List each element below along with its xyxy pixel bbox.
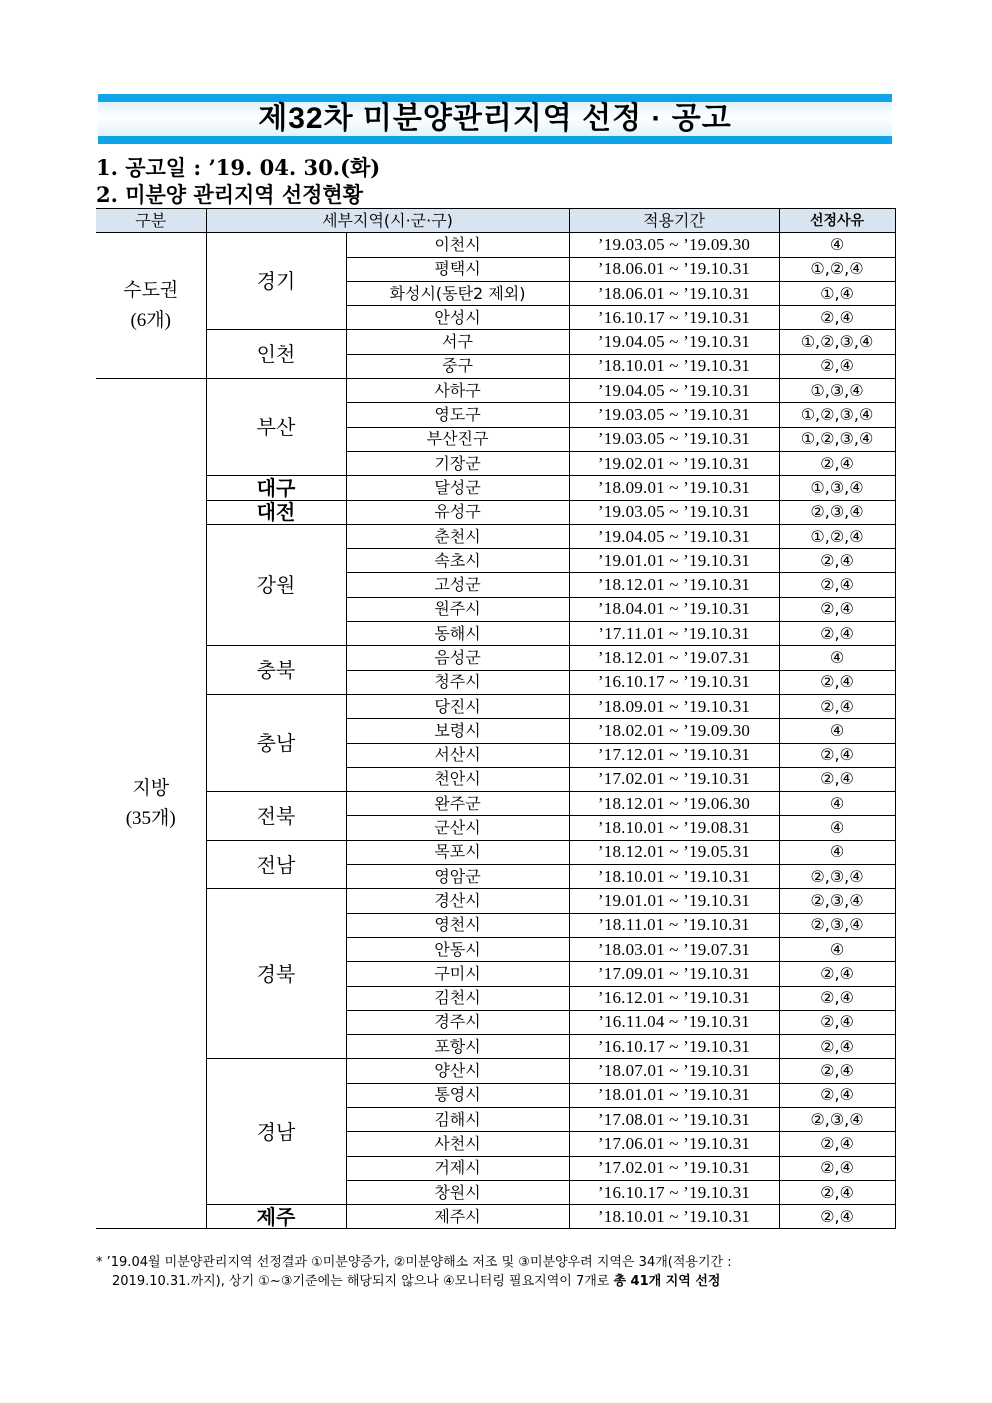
period-cell: ’19.01.01 ~ ’19.10.31 xyxy=(569,889,779,913)
header-reason: 선정사유 xyxy=(779,209,895,233)
region-cell: 사하구 xyxy=(346,379,569,403)
reason-cell: ②,④ xyxy=(779,354,895,378)
period-cell: ’18.10.01 ~ ’19.08.31 xyxy=(569,816,779,840)
period-cell: ’19.03.05 ~ ’19.09.30 xyxy=(569,233,779,257)
reason-cell: ②,④ xyxy=(779,743,895,767)
region-cell: 완주군 xyxy=(346,792,569,816)
region-cell: 안동시 xyxy=(346,937,569,961)
region-cell: 안성시 xyxy=(346,306,569,330)
reason-cell: ②,④ xyxy=(779,1010,895,1034)
status-heading: 2. 미분양 관리지역 선정현황 xyxy=(96,182,364,207)
footnote-line-2-text: 2019.10.31.까지), 상기 ①~③기준에는 해당되지 않으나 ④모니터링 필요지역이 7개로 xyxy=(112,1274,614,1289)
reason-cell: ①,②,③,④ xyxy=(779,403,895,427)
reason-cell: ②,④ xyxy=(779,1132,895,1156)
region-cell: 천안시 xyxy=(346,767,569,791)
period-cell: ’18.04.01 ~ ’19.10.31 xyxy=(569,597,779,621)
period-cell: ’18.06.01 ~ ’19.10.31 xyxy=(569,257,779,281)
period-cell: ’18.12.01 ~ ’19.06.30 xyxy=(569,792,779,816)
reason-cell: ④ xyxy=(779,233,895,257)
category-name: 수도권 xyxy=(123,279,179,301)
table-row xyxy=(96,1059,895,1083)
period-cell: ’17.02.01 ~ ’19.10.31 xyxy=(569,767,779,791)
reason-cell: ②,④ xyxy=(779,1035,895,1059)
table-row xyxy=(96,792,895,816)
region-cell: 유성구 xyxy=(346,500,569,524)
province-cell: 대구 xyxy=(206,476,346,500)
province-cell: 경북 xyxy=(206,889,346,1059)
period-cell: ’19.02.01 ~ ’19.10.31 xyxy=(569,451,779,475)
province-cell: 충남 xyxy=(206,694,346,791)
period-cell: ’18.10.01 ~ ’19.10.31 xyxy=(569,354,779,378)
reason-cell: ②,④ xyxy=(779,1083,895,1107)
table-row xyxy=(96,500,895,524)
region-cell: 달성군 xyxy=(346,476,569,500)
reason-cell: ②,④ xyxy=(779,451,895,475)
region-cell: 영도구 xyxy=(346,403,569,427)
province-cell: 경남 xyxy=(206,1059,346,1205)
reason-cell: ②,④ xyxy=(779,1180,895,1204)
reason-cell: ②,③,④ xyxy=(779,913,895,937)
region-cell: 보령시 xyxy=(346,719,569,743)
page-title: 제32차 미분양관리지역 선정 · 공고 xyxy=(258,102,732,135)
region-cell: 사천시 xyxy=(346,1132,569,1156)
period-cell: ’18.12.01 ~ ’19.05.31 xyxy=(569,840,779,864)
region-cell: 양산시 xyxy=(346,1059,569,1083)
province-cell: 강원 xyxy=(206,524,346,645)
table-row xyxy=(96,1205,895,1229)
region-cell: 통영시 xyxy=(346,1083,569,1107)
period-cell: ’19.04.05 ~ ’19.10.31 xyxy=(569,379,779,403)
province-cell: 인천 xyxy=(206,330,346,379)
category-cell xyxy=(96,379,206,1229)
period-cell: ’19.04.05 ~ ’19.10.31 xyxy=(569,524,779,548)
period-cell: ’16.10.17 ~ ’19.10.31 xyxy=(569,306,779,330)
table-row xyxy=(96,889,895,913)
reason-cell: ④ xyxy=(779,719,895,743)
announcement-date-heading: 1. 공고일 : ’19. 04. 30.(화) xyxy=(96,155,381,180)
region-cell: 동해시 xyxy=(346,622,569,646)
reason-cell: ②,④ xyxy=(779,670,895,694)
reason-cell: ④ xyxy=(779,792,895,816)
period-cell: ’18.06.01 ~ ’19.10.31 xyxy=(569,281,779,305)
province-cell: 부산 xyxy=(206,379,346,476)
title-banner xyxy=(98,94,892,144)
reason-cell: ②,④ xyxy=(779,694,895,718)
period-cell: ’16.10.17 ~ ’19.10.31 xyxy=(569,670,779,694)
category-name: 지방 xyxy=(132,777,170,799)
period-cell: ’18.09.01 ~ ’19.10.31 xyxy=(569,694,779,718)
period-cell: ’19.01.01 ~ ’19.10.31 xyxy=(569,549,779,573)
reason-cell: ②,④ xyxy=(779,1059,895,1083)
period-cell: ’19.03.05 ~ ’19.10.31 xyxy=(569,403,779,427)
reason-cell: ④ xyxy=(779,840,895,864)
reason-cell: ②,④ xyxy=(779,986,895,1010)
region-cell: 김해시 xyxy=(346,1107,569,1131)
footnote-line-2 xyxy=(96,1272,896,1291)
region-cell: 화성시(동탄2 제외) xyxy=(346,281,569,305)
reason-cell: ②,③,④ xyxy=(779,1107,895,1131)
region-cell: 고성군 xyxy=(346,573,569,597)
category-count: (35개) xyxy=(125,807,176,829)
reason-cell: ②,④ xyxy=(779,306,895,330)
province-cell: 전북 xyxy=(206,792,346,841)
period-cell: ’17.08.01 ~ ’19.10.31 xyxy=(569,1107,779,1131)
region-cell: 서산시 xyxy=(346,743,569,767)
category-count: (6개) xyxy=(130,309,171,331)
period-cell: ’16.10.17 ~ ’19.10.31 xyxy=(569,1035,779,1059)
region-cell: 목포시 xyxy=(346,840,569,864)
period-cell: ’18.12.01 ~ ’19.10.31 xyxy=(569,573,779,597)
period-cell: ’16.11.04 ~ ’19.10.31 xyxy=(569,1010,779,1034)
reason-cell: ①,③,④ xyxy=(779,379,895,403)
province-cell: 경기 xyxy=(206,233,346,330)
period-cell: ’19.03.05 ~ ’19.10.31 xyxy=(569,500,779,524)
period-cell: ’17.06.01 ~ ’19.10.31 xyxy=(569,1132,779,1156)
header-category: 구분 xyxy=(96,209,206,233)
region-cell: 부산진구 xyxy=(346,427,569,451)
region-cell: 평택시 xyxy=(346,257,569,281)
table-row xyxy=(96,840,895,864)
reason-cell: ②,④ xyxy=(779,962,895,986)
reason-cell: ②,④ xyxy=(779,622,895,646)
reason-cell: ②,④ xyxy=(779,597,895,621)
reason-cell: ②,④ xyxy=(779,549,895,573)
table-row xyxy=(96,476,895,500)
period-cell: ’18.03.01 ~ ’19.07.31 xyxy=(569,937,779,961)
header-detail-region: 세부지역(시·군·구) xyxy=(206,209,569,233)
reason-cell: ②,③,④ xyxy=(779,889,895,913)
region-cell: 속초시 xyxy=(346,549,569,573)
region-cell: 청주시 xyxy=(346,670,569,694)
region-cell: 영천시 xyxy=(346,913,569,937)
table-row xyxy=(96,524,895,548)
region-cell: 중구 xyxy=(346,354,569,378)
reason-cell: ②,③,④ xyxy=(779,865,895,889)
period-cell: ’18.09.01 ~ ’19.10.31 xyxy=(569,476,779,500)
province-cell: 전남 xyxy=(206,840,346,889)
period-cell: ’18.10.01 ~ ’19.10.31 xyxy=(569,865,779,889)
period-cell: ’17.11.01 ~ ’19.10.31 xyxy=(569,622,779,646)
reason-cell: ①,④ xyxy=(779,281,895,305)
table-body xyxy=(96,233,895,1229)
period-cell: ’17.02.01 ~ ’19.10.31 xyxy=(569,1156,779,1180)
reason-cell: ④ xyxy=(779,937,895,961)
table-row xyxy=(96,379,895,403)
period-cell: ’18.01.01 ~ ’19.10.31 xyxy=(569,1083,779,1107)
reason-cell: ①,②,③,④ xyxy=(779,427,895,451)
reason-cell: ②,③,④ xyxy=(779,500,895,524)
reason-cell: ①,②,④ xyxy=(779,257,895,281)
region-cell: 군산시 xyxy=(346,816,569,840)
table-row xyxy=(96,233,895,257)
reason-cell: ①,③,④ xyxy=(779,476,895,500)
region-cell: 이천시 xyxy=(346,233,569,257)
province-cell: 제주 xyxy=(206,1205,346,1229)
region-cell: 거제시 xyxy=(346,1156,569,1180)
reason-cell: ④ xyxy=(779,816,895,840)
period-cell: ’18.07.01 ~ ’19.10.31 xyxy=(569,1059,779,1083)
period-cell: ’19.03.05 ~ ’19.10.31 xyxy=(569,427,779,451)
region-cell: 경산시 xyxy=(346,889,569,913)
header-period: 적용기간 xyxy=(569,209,779,233)
region-cell: 기장군 xyxy=(346,451,569,475)
period-cell: ’18.12.01 ~ ’19.07.31 xyxy=(569,646,779,670)
table-header-row xyxy=(96,209,895,233)
category-cell xyxy=(96,233,206,379)
table-row xyxy=(96,646,895,670)
period-cell: ’18.02.01 ~ ’19.09.30 xyxy=(569,719,779,743)
reason-cell: ②,④ xyxy=(779,767,895,791)
period-cell: ’16.12.01 ~ ’19.10.31 xyxy=(569,986,779,1010)
region-cell: 구미시 xyxy=(346,962,569,986)
period-cell: ’17.09.01 ~ ’19.10.31 xyxy=(569,962,779,986)
region-cell: 창원시 xyxy=(346,1180,569,1204)
period-cell: ’16.10.17 ~ ’19.10.31 xyxy=(569,1180,779,1204)
region-cell: 경주시 xyxy=(346,1010,569,1034)
reason-cell: ④ xyxy=(779,646,895,670)
region-cell: 음성군 xyxy=(346,646,569,670)
footnote-total-emphasis: 총 41개 지역 선정 xyxy=(613,1274,721,1289)
reason-cell: ①,②,③,④ xyxy=(779,330,895,354)
period-cell: ’18.10.01 ~ ’19.10.31 xyxy=(569,1205,779,1229)
table-row xyxy=(96,694,895,718)
period-cell: ’19.04.05 ~ ’19.10.31 xyxy=(569,330,779,354)
region-cell: 영암군 xyxy=(346,865,569,889)
reason-cell: ②,④ xyxy=(779,573,895,597)
province-cell: 대전 xyxy=(206,500,346,524)
table-row xyxy=(96,330,895,354)
region-cell: 김천시 xyxy=(346,986,569,1010)
region-cell: 당진시 xyxy=(346,694,569,718)
reason-cell: ②,④ xyxy=(779,1205,895,1229)
reason-cell: ①,②,④ xyxy=(779,524,895,548)
region-cell: 포항시 xyxy=(346,1035,569,1059)
footnote xyxy=(96,1253,896,1291)
period-cell: ’18.11.01 ~ ’19.10.31 xyxy=(569,913,779,937)
region-cell: 제주시 xyxy=(346,1205,569,1229)
province-cell: 충북 xyxy=(206,646,346,695)
designation-table xyxy=(96,208,896,1229)
footnote-line-1: * ’19.04월 미분양관리지역 선정결과 ①미분양증가, ②미분양해소 저조 및 ③미분양우려 지역은 34개(적용기간 : xyxy=(96,1255,732,1270)
region-cell: 서구 xyxy=(346,330,569,354)
period-cell: ’17.12.01 ~ ’19.10.31 xyxy=(569,743,779,767)
reason-cell: ②,④ xyxy=(779,1156,895,1180)
region-cell: 춘천시 xyxy=(346,524,569,548)
region-cell: 원주시 xyxy=(346,597,569,621)
